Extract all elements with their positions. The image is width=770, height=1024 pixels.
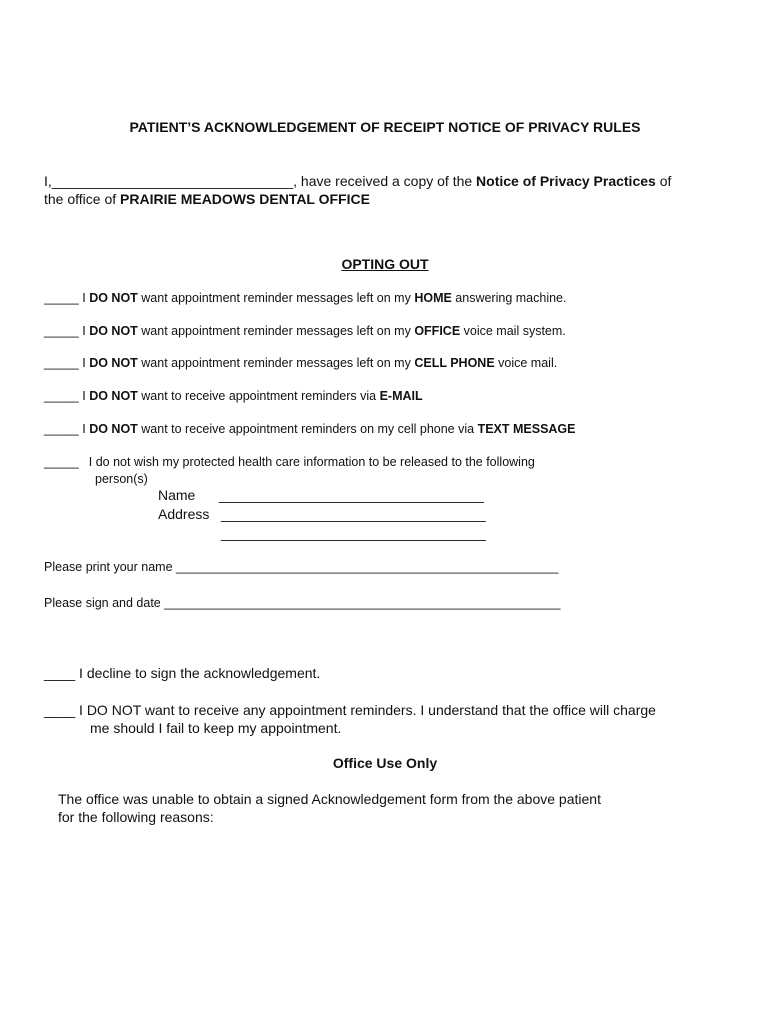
document-title: PATIENT’S ACKNOWLEDGEMENT OF RECEIPT NOTICE OF PRIVACY RULES bbox=[129, 119, 641, 135]
release-line-1 bbox=[44, 455, 535, 469]
opt-out-cell-post: voice mail. bbox=[494, 356, 558, 370]
print-name-line bbox=[44, 560, 558, 574]
no-reminders-text-2: me should I fail to keep my appointment. bbox=[90, 720, 342, 736]
opt-out-home-keyword: HOME bbox=[414, 291, 452, 305]
no-reminders-line-1 bbox=[44, 702, 656, 718]
opt-out-home-text: want appointment reminder messages left on my bbox=[137, 291, 415, 305]
opt-out-text-line bbox=[44, 422, 576, 436]
opt-out-home-line bbox=[44, 291, 566, 305]
opt-out-email-line bbox=[44, 389, 423, 403]
release-name-label: Name bbox=[158, 487, 196, 503]
intro-prefix: I, bbox=[44, 173, 52, 189]
opt-out-home-do-not: DO NOT bbox=[89, 291, 138, 305]
decline-text: I decline to sign the acknowledgement. bbox=[75, 665, 321, 681]
opt-out-cell-keyword: CELL PHONE bbox=[414, 356, 495, 370]
office-use-text-1: The office was unable to obtain a signed Acknowledgement form from the above patient bbox=[58, 791, 601, 807]
decline-blank[interactable]: ____ bbox=[44, 665, 76, 681]
release-address-blank-2[interactable]: __________________________________ bbox=[221, 525, 486, 541]
release-name-blank[interactable]: __________________________________ bbox=[219, 487, 484, 503]
opting-out-heading: OPTING OUT bbox=[341, 256, 429, 272]
print-name-label: Please print your name bbox=[44, 560, 177, 574]
notice-of-privacy-practices: Notice of Privacy Practices bbox=[476, 173, 656, 189]
opt-out-cell-line bbox=[44, 356, 557, 370]
sign-date-line bbox=[44, 596, 561, 610]
opt-out-email-text: want to receive appointment reminders via bbox=[137, 389, 380, 403]
opt-out-office-pre: I bbox=[78, 324, 90, 338]
opt-out-office-blank[interactable]: _____ bbox=[44, 324, 79, 338]
opt-out-cell-do-not: DO NOT bbox=[89, 356, 138, 370]
sign-date-blank[interactable]: _________________________________________________________ bbox=[164, 596, 561, 610]
opt-out-cell-pre: I bbox=[78, 356, 90, 370]
intro-mid: , have received a copy of the bbox=[293, 173, 477, 189]
release-address-blank[interactable]: __________________________________ bbox=[221, 506, 486, 522]
opt-out-text-blank[interactable]: _____ bbox=[44, 422, 79, 436]
opt-out-email-do-not: DO NOT bbox=[89, 389, 138, 403]
opt-out-home-pre: I bbox=[78, 291, 90, 305]
no-reminders-text-1: I DO NOT want to receive any appointment reminders. I understand that the office will charge bbox=[75, 702, 656, 718]
opt-out-cell-blank[interactable]: _____ bbox=[44, 356, 79, 370]
opt-out-office-post: voice mail system. bbox=[460, 324, 566, 338]
release-blank[interactable]: _____ bbox=[44, 455, 79, 469]
opt-out-office-do-not: DO NOT bbox=[89, 324, 138, 338]
opt-out-cell-text: want appointment reminder messages left on my bbox=[137, 356, 415, 370]
patient-name-blank[interactable]: _______________________________ bbox=[51, 173, 294, 189]
intro-suffix: of bbox=[655, 173, 672, 189]
print-name-blank[interactable]: _______________________________________________________ bbox=[176, 560, 559, 574]
opt-out-office-text: want appointment reminder messages left on my bbox=[137, 324, 415, 338]
opt-out-text-keyword: TEXT MESSAGE bbox=[477, 422, 576, 436]
intro-line-2 bbox=[44, 191, 370, 207]
release-text-1: I do not wish my protected health care information to be released to the following bbox=[88, 455, 535, 469]
opt-out-home-post: answering machine. bbox=[451, 291, 567, 305]
opt-out-office-line bbox=[44, 324, 566, 338]
release-address-label: Address bbox=[158, 506, 210, 522]
opt-out-text-do-not: DO NOT bbox=[89, 422, 138, 436]
opt-out-home-blank[interactable]: _____ bbox=[44, 291, 79, 305]
no-reminders-blank[interactable]: ____ bbox=[44, 702, 76, 718]
opt-out-email-blank[interactable]: _____ bbox=[44, 389, 79, 403]
intro-line-1 bbox=[44, 173, 671, 189]
opt-out-text-pre: I bbox=[78, 422, 90, 436]
release-text-2: person(s) bbox=[95, 472, 148, 486]
opt-out-email-pre: I bbox=[78, 389, 90, 403]
opt-out-text-text: want to receive appointment reminders on my cell phone via bbox=[137, 422, 478, 436]
opt-out-office-keyword: OFFICE bbox=[414, 324, 461, 338]
office-name: PRAIRIE MEADOWS DENTAL OFFICE bbox=[120, 191, 370, 207]
decline-line bbox=[44, 665, 320, 681]
sign-date-label: Please sign and date bbox=[44, 596, 165, 610]
office-use-heading: Office Use Only bbox=[332, 755, 438, 771]
office-use-text-2: for the following reasons: bbox=[58, 809, 214, 825]
intro-line2-prefix: the office of bbox=[44, 191, 121, 207]
opt-out-email-keyword: E-MAIL bbox=[379, 389, 423, 403]
